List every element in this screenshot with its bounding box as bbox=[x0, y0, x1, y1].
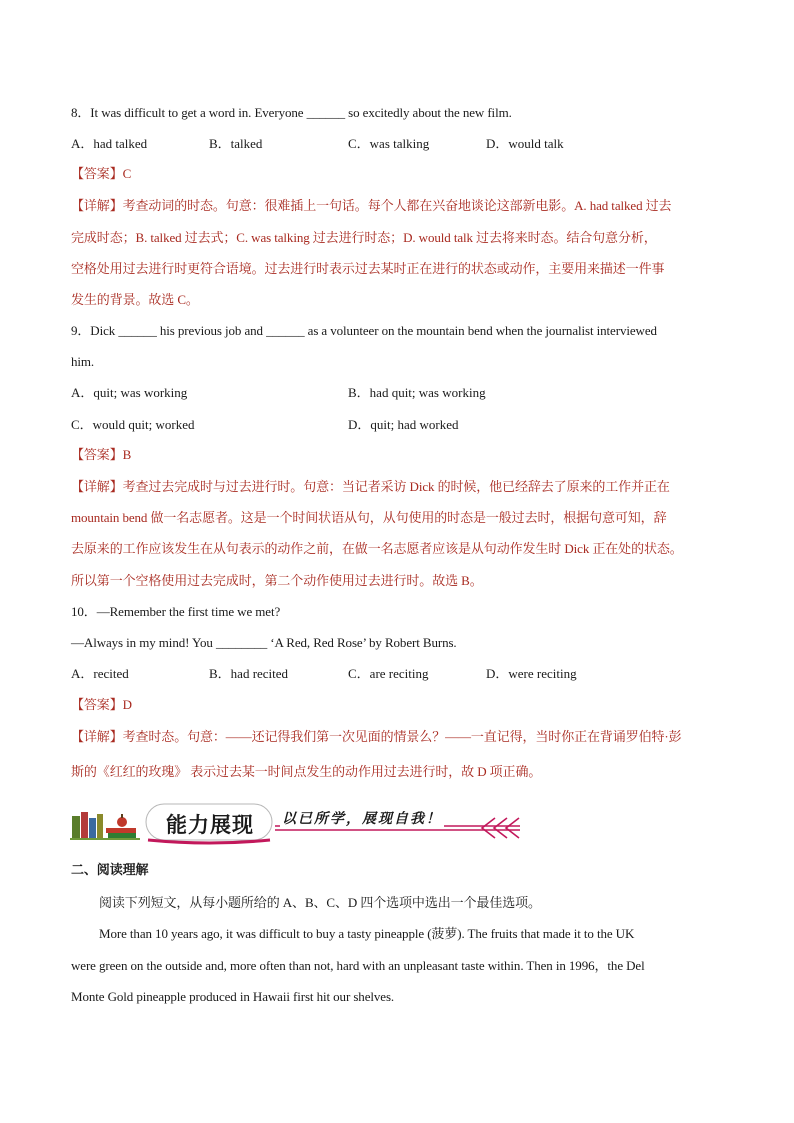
q10-detail-line: 斯的《红红的玫瑰》 表示过去某一时间点发生的动作用过去进行时，故 D 项正确。 bbox=[71, 764, 542, 779]
q8-detail-line: 发生的背景。故选 C。 bbox=[71, 292, 199, 307]
q8-detail-line: 完成时态；B. talked 过去式；C. was talking 过去进行时态；D. would talk 过去将来时态。结合句意分析， bbox=[71, 230, 657, 245]
passage-line: More than 10 years ago, it was difficult to buy a tasty pineapple (菠萝). The fruits that made it to the UK bbox=[99, 926, 635, 941]
q9-option-d: D．quit; had worked bbox=[348, 417, 459, 432]
banner-title: 能力展现 bbox=[166, 813, 254, 837]
q10-stem: 10．—Remember the first time we met? bbox=[71, 604, 281, 619]
q9-option-b: B．had quit; was working bbox=[348, 385, 486, 400]
q10-stem-cont: —Always in my mind! You ________ ‘A Red, Red Rose’ by Robert Burns. bbox=[71, 635, 457, 650]
q8-option-a: A．had talked bbox=[71, 136, 148, 151]
q10-answer: 【答案】D bbox=[71, 697, 132, 712]
q10-option-a: A．recited bbox=[71, 666, 129, 681]
section-banner bbox=[70, 800, 530, 846]
passage-line: Monte Gold pineapple produced in Hawaii first hit our shelves. bbox=[71, 989, 395, 1004]
q9-detail-line: mountain bend 做一名志愿者。这是一个时间状语从句，从句使用的时态是一般过去时，根据句意可知，辞 bbox=[71, 510, 667, 525]
q9-detail-line: 【详解】考查过去完成时与过去进行时。句意：当记者采访 Dick 的时候，他已经辞去了原来的工作并正在 bbox=[71, 479, 670, 494]
banner-slogan: 以已所学，展现自我！ bbox=[280, 808, 444, 828]
q9-detail-line: 所以第一个空格使用过去完成时，第二个动作使用过去进行时。故选 B。 bbox=[71, 573, 483, 588]
passage-line: were green on the outside and, more often than not, hard with an unpleasant taste within. Then in 1996，the Del bbox=[71, 958, 645, 973]
q8-option-d: D．would talk bbox=[486, 136, 564, 151]
q8-option-c: C．was talking bbox=[348, 136, 430, 151]
section-heading: 二、阅读理解 bbox=[71, 863, 149, 878]
q9-answer: 【答案】B bbox=[71, 447, 132, 462]
q8-detail-line: 【详解】考查动词的时态。句意：很难插上一句话。每个人都在兴奋地谈论这部新电影。A. had talked 过去 bbox=[71, 198, 672, 213]
q8-option-b: B．talked bbox=[209, 136, 263, 151]
q10-option-d: D．were reciting bbox=[486, 666, 577, 681]
q10-option-b: B．had recited bbox=[209, 666, 289, 681]
q9-stem: 9．Dick ______ his previous job and ______ as a volunteer on the mountain bend when the journalist interviewed bbox=[71, 323, 657, 338]
q9-option-a: A．quit; was working bbox=[71, 385, 188, 400]
q9-detail-line: 去原来的工作应该发生在从句表示的动作之前，在做一名志愿者应该是从句动作发生时 Dick 正在处的状态。 bbox=[71, 541, 683, 556]
q8-answer: 【答案】C bbox=[71, 166, 132, 181]
q9-stem-cont: him. bbox=[71, 354, 95, 369]
q10-option-c: C．are reciting bbox=[348, 666, 429, 681]
q8-detail-line: 空格处用过去进行时更符合语境。过去进行时表示过去某时正在进行的状态或动作，主要用来描述一件事 bbox=[71, 261, 665, 276]
section-instruction: 阅读下列短文，从每小题所给的 A、B、C、D 四个选项中选出一个最佳选项。 bbox=[99, 895, 541, 910]
q10-detail-line: 【详解】考查时态。句意：——还记得我们第一次见面的情景么？——一直记得，当时你正在背诵罗伯特·彭 bbox=[71, 729, 682, 744]
q8-stem: 8．It was difficult to get a word in. Everyone ______ so excitedly about the new film. bbox=[71, 105, 512, 120]
q9-option-c: C．would quit; worked bbox=[71, 417, 195, 432]
